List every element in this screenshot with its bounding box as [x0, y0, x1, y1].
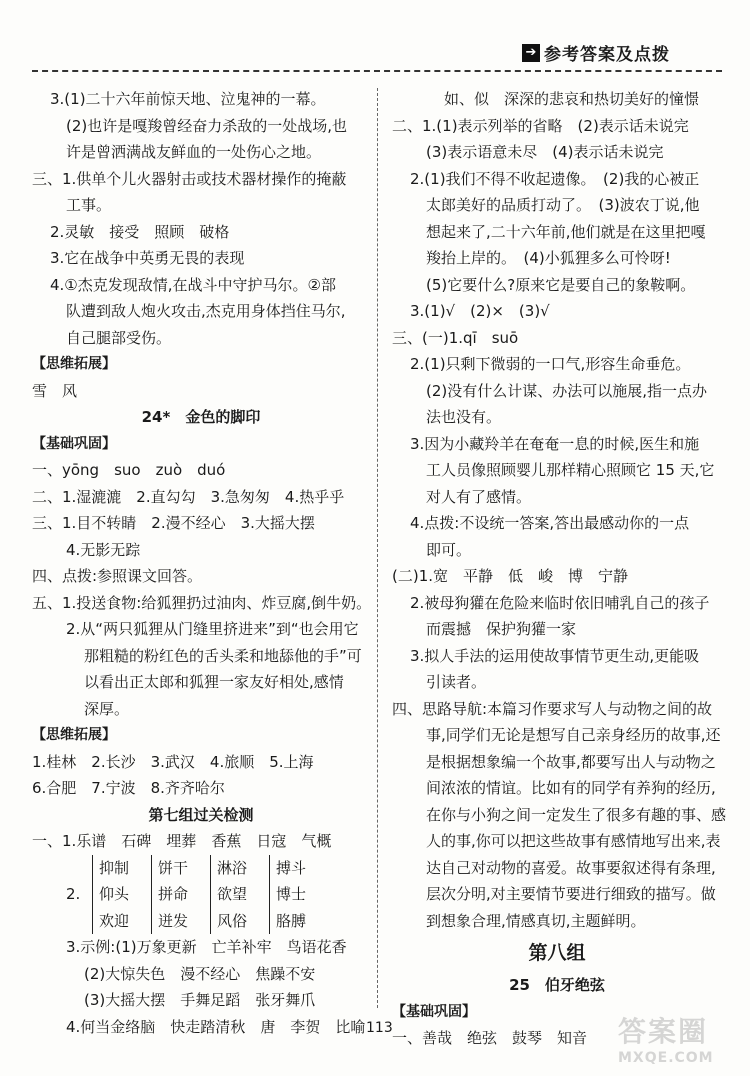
word-group-item: 胳膊 — [276, 911, 307, 930]
answer-line: 第七组过关检测 — [148, 805, 254, 824]
answer-line: 深厚。 — [84, 699, 130, 718]
answer-line: 人的事,你可以把这些故事有感情地写出来,表 — [426, 832, 721, 850]
answer-line: 如、似 深深的悲哀和热切美好的憧憬 — [444, 90, 700, 108]
word-group-item: 仰头 — [99, 885, 130, 903]
word-group-column — [269, 855, 306, 935]
answer-line: (3)大摇大摆 手舞足蹈 张牙舞爪 — [84, 991, 316, 1009]
answer-line: 引读者。 — [426, 673, 487, 691]
answer-line: 4.点拨:不设统一答案,答出最感动你的一点 — [410, 514, 690, 532]
answer-line: 4.①杰克发现敌情,在战斗中守护马尔。②部 — [50, 275, 336, 294]
answer-line: 25 伯牙绝弦 — [509, 976, 605, 994]
answer-line: 在你与小狗之间一定发生了很多有趣的事、感 — [426, 805, 727, 824]
answer-line: 自己腿部受伤。 — [66, 328, 172, 347]
header-divider — [32, 70, 722, 72]
answer-line: 法也没有。 — [426, 408, 502, 426]
answer-line: 二、1.湿漉漉 2.直勾勾 3.急匆匆 4.热乎乎 — [32, 487, 345, 506]
answer-line: 【思维拓展】 — [32, 356, 116, 372]
answer-line: 那粗糙的粉红色的舌头柔和地舔他的手”可 — [84, 646, 362, 665]
answer-line: 【基础巩固】 — [32, 435, 116, 452]
answer-line: 2.(1)我们不得不收起遗像。 (2)我的心被正 — [410, 169, 700, 188]
word-group-item: 风俗 — [217, 911, 248, 930]
answer-line: 层次分明,对主要情节要进行细致的描写。做 — [426, 885, 716, 903]
answer-line: 2.灵敏 接受 照顾 破格 — [50, 222, 230, 241]
answer-line: 三、1.目不转睛 2.漫不经心 3.大摇大摆 — [32, 514, 315, 532]
answer-line: 到想象合理,情感真切,主题鲜明。 — [426, 911, 646, 930]
answer-line: 是根据想象编一个故事,都要写出人与动物之 — [426, 752, 716, 771]
answer-line: 即可。 — [426, 540, 472, 559]
answer-line: 间浓浓的情谊。比如有的同学有养狗的经历, — [426, 779, 716, 797]
word-group-item: 欢迎 — [99, 911, 130, 930]
answer-line: 工事。 — [66, 196, 112, 214]
word-group-item: 搏斗 — [276, 858, 307, 877]
answer-line: 队遭到敌人炮火攻击,杰克用身体挡住马尔, — [66, 302, 346, 320]
answer-line: 二、1.(1)表示列举的省略 (2)表示话未说完 — [392, 116, 689, 135]
word-group-item: 迸发 — [158, 911, 189, 930]
answer-line: 3.(1)二十六年前惊天地、泣鬼神的一幕。 — [50, 90, 326, 108]
answer-line: 四、思路导航:本篇习作要求写人与动物之间的故 — [392, 699, 713, 718]
word-group-item: 拼命 — [158, 885, 189, 903]
answer-line: 以看出正太郎和狐狸一家友好相处,感情 — [84, 673, 344, 691]
watermark-logo: 答案圈 MXQE.COM — [618, 1015, 714, 1066]
answer-line: 事,同学们无论是想写自己亲身经历的故事,还 — [426, 726, 721, 744]
answer-line: (3)表示语意未尽 (4)表示话未说完 — [426, 143, 664, 161]
word-group-item: 欲望 — [217, 885, 248, 903]
answer-line: 达自己对动物的喜爱。故事要叙述得有条理, — [426, 858, 716, 877]
answer-line: (5)它要什么?原来它是要自己的象鞍啊。 — [426, 275, 696, 294]
answer-line: 五、1.投送食物:给狐狸扔过油肉、炸豆腐,倒牛奶。 — [32, 593, 372, 612]
page-number: 113 — [366, 1020, 393, 1036]
answer-line: 【思维拓展】 — [32, 727, 116, 743]
answer-line: 羧抬上岸的。 (4)小狐狸多么可怜呀! — [426, 249, 671, 267]
answer-line: 一、善哉 绝弦 鼓琴 知音 — [392, 1029, 588, 1047]
header-title: 参考答案及点拨 — [544, 45, 670, 65]
answer-line: 而震撼 保护狗獾一家 — [426, 620, 577, 638]
word-group-column — [92, 855, 129, 935]
answer-line: (2)大惊失色 漫不经心 焦躁不安 — [84, 964, 316, 983]
answer-line: 2.从“两只狐狸从门缝里挤进来”到“也会用它 — [66, 620, 359, 638]
word-group-column — [151, 855, 188, 935]
answer-line: 24* 金色的脚印 — [141, 408, 261, 426]
word-group-column — [210, 855, 247, 935]
answer-line: 想起来了,二十六年前,他们就是在这里把嘎 — [426, 222, 706, 241]
answer-line: (2)也许是嘎羧曾经奋力杀敌的一处战场,也 — [66, 116, 348, 135]
answer-line: 雪 风 — [32, 381, 78, 400]
word-group-item: 博士 — [276, 885, 307, 903]
word-group-table — [66, 855, 370, 935]
answer-line: (二)1.宽 平静 低 峻 博 宁静 — [392, 567, 629, 585]
left-column — [32, 86, 370, 1040]
answer-line: 太郎美好的品质打动了。 (3)波农丁说,他 — [426, 196, 700, 214]
column-divider — [377, 88, 378, 1008]
answer-line: 6.合肥 7.宁波 8.齐齐哈尔 — [32, 779, 225, 797]
answer-line: 2.被母狗獾在危险来临时依旧哺乳自己的孩子 — [410, 593, 710, 612]
answer-line: 许是曾洒满战友鲜血的一处伤心之地。 — [66, 143, 322, 161]
page-header — [522, 40, 670, 65]
word-group-label: 2. — [66, 884, 81, 903]
word-group-item: 抑制 — [99, 858, 130, 877]
answer-line: 1.桂林 2.长沙 3.武汉 4.旅顺 5.上海 — [32, 752, 314, 771]
answer-line: 三、(一)1.qī suō — [392, 328, 519, 347]
answer-line: 四、点拨:参照课文回答。 — [32, 567, 203, 585]
answer-line: 三、1.供单个儿火器射击或技术器材操作的掩蔽 — [32, 169, 347, 188]
arrow-right-icon: ➔ — [522, 44, 540, 62]
answer-line: 工人员像照顾婴儿那样精心照顾它 15 天,它 — [426, 461, 715, 479]
answer-line: 3.示例:(1)万象更新 亡羊补牢 鸟语花香 — [66, 938, 347, 956]
answer-line: 3.因为小藏羚羊在奄奄一息的时候,医生和施 — [410, 434, 700, 453]
word-group-item: 淋浴 — [217, 858, 248, 877]
word-group-item: 饼干 — [158, 858, 189, 877]
answer-line: 3.它在战争中英勇无畏的表现 — [50, 249, 245, 267]
answer-line: 4.无影无踪 — [66, 540, 141, 559]
right-column — [392, 86, 727, 1052]
answer-line: 3.拟人手法的运用使故事情节更生动,更能吸 — [410, 646, 700, 665]
answer-line: 一、1.乐谱 石碑 埋葬 香蕉 日寇 气概 — [32, 832, 332, 850]
answer-line: (2)没有什么计谋、办法可以施展,指一点办 — [426, 381, 708, 400]
answer-line: 4.何当金络脑 快走踏清秋 唐 李贺 比喻 — [66, 1017, 366, 1036]
answer-line: 第八组 — [528, 942, 586, 964]
answer-line: 2.(1)只剩下微弱的一口气,形容生命垂危。 — [410, 355, 691, 373]
answer-line: 【基础巩固】 — [392, 1003, 476, 1020]
answer-line: 对人有了感情。 — [426, 487, 532, 506]
answer-line: 3.(1)√ (2)× (3)√ — [410, 302, 550, 320]
answer-line: 一、yōng suo zuò duó — [32, 461, 226, 479]
